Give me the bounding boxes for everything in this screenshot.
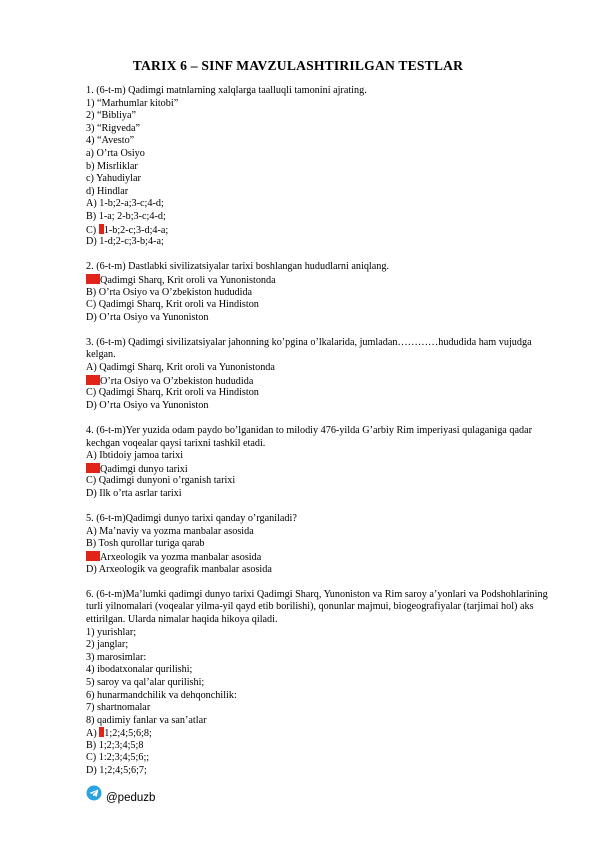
- option-text: Arxeologik va yozma manbalar asosida: [100, 551, 262, 563]
- page-title: TARIX 6 – SINF MAVZULASHTIRILGAN TESTLAR: [132, 58, 464, 73]
- question-2-text: 2. (6-t-m) Dastlabki sivilizatsiyalar tarixi boshlangan hududlarni aniqlang.: [86, 261, 390, 273]
- question-5-text: 5. (6-t-m)Qadimgi dunyo tarixi qanday o’rganiladi?: [86, 513, 297, 525]
- test-content: [86, 85, 556, 778]
- list-item: 2) janglar;: [86, 639, 129, 651]
- answer-option-b: B) Tosh qurollar turiga qarab: [86, 538, 205, 550]
- answer-option-d: D) O’rta Osiyo va Yunoniston: [86, 399, 209, 411]
- answer-option-d: D) O’rta Osiyo va Yunoniston: [86, 311, 209, 323]
- answer-highlight-mark: [86, 551, 100, 561]
- list-item: 2) “Bibliya”: [86, 110, 137, 122]
- answer-option-a: A) Ibtidoiy jamoa tarixi: [86, 450, 184, 462]
- list-item: 5) saroy va qal’alar qurilishi;: [86, 676, 205, 688]
- answer-option-b: B) 1-a; 2-b;3-c;4-d;: [86, 210, 166, 222]
- list-item: 4) ibodatxonalar qurilishi;: [86, 664, 193, 676]
- option-text: 1-b;2-c;3-d;4-a;: [103, 224, 169, 236]
- answer-option-a: A) 1-b;2-a;3-c;4-d;: [86, 198, 164, 210]
- option-text: O’rta Osiyo va O’zbekiston hududida: [100, 375, 254, 387]
- list-item: 3) marosimlar:: [86, 651, 147, 663]
- answer-highlight-mark: [86, 375, 100, 385]
- list-item: d) Hindlar: [86, 185, 129, 197]
- list-item: b) Misrliklar: [86, 160, 138, 172]
- answer-option-b: [86, 375, 556, 388]
- answer-option-b: B) O’rta Osiyo va O’zbekiston hududida: [86, 286, 253, 298]
- question-1-text: 1. (6-t-m) Qadimgi matnlarning xalqlarga taalluqli tamonini ajrating.: [86, 85, 367, 96]
- answer-option-d: D) Arxeologik va geografik manbalar asosida: [86, 563, 272, 575]
- option-prefix: A): [86, 728, 100, 740]
- list-item: 4) “Avesto”: [86, 135, 135, 147]
- answer-option-c: C) Qadimgi dunyoni o’rganish tarixi: [86, 475, 236, 487]
- list-item: 3) “Rigveda”: [86, 122, 141, 134]
- channel-handle: @peduzb: [106, 792, 156, 804]
- answer-option-d: D) Ilk o’rta asrlar tarixi: [86, 488, 182, 499]
- list-item: 6) hunarmandchilik va dehqonchilik:: [86, 689, 237, 701]
- list-item: 8) qadimiy fanlar va san’atlar: [86, 714, 207, 726]
- answer-option-a: [86, 727, 556, 740]
- answer-option-c: [86, 551, 556, 564]
- option-text: Qadimgi dunyo tarixi: [100, 463, 188, 475]
- answer-option-c: C) Qadimgi Sharq, Krit oroli va Hindiston: [86, 299, 259, 311]
- list-item: a) O’rta Osiyo: [86, 147, 145, 159]
- footer: [86, 782, 155, 804]
- option-prefix: C): [86, 224, 99, 236]
- telegram-icon: [86, 785, 102, 801]
- answer-option-c: C) 1:2;3;4;5;6;;: [86, 752, 150, 764]
- option-text: Qadimgi Sharq, Krit oroli va Yunonistonda: [100, 274, 276, 286]
- question-3-text: 3. (6-t-m) Qadimgi sivilizatsiyalar jahonning ko’pgina o’lkalarida, jumladan…………hududida ham vujudga kelgan.: [86, 336, 532, 361]
- answer-option-c: C) Qadimgi Sharq, Krit oroli va Hindiston: [86, 387, 259, 399]
- answer-highlight-mark: [86, 274, 100, 284]
- list-item: 7) shartnomalar: [86, 702, 151, 714]
- answer-highlight-mark: [86, 463, 100, 473]
- answer-option-b: B) 1;2;3;4;5;8: [86, 739, 144, 751]
- answer-option-a: A) Ma’naviy va yozma manbalar asosida: [86, 525, 254, 537]
- option-text: 1;2;4;5;6;8;: [104, 728, 152, 740]
- question-6-text: 6. (6-t-m)Ma’lumki qadimgi dunyo tarixi Qadimgi Sharq, Yunoniston va Rim saroy a’yonlari va Podshohlarining turli yilnomalari (voqealar yilma-yil qayd etib borilishi), qonunlar majmui, biogeografiyalar (tarjimai hol) aks ettirilgan. Ularda nimalar haqida hikoya qiladi.: [86, 588, 548, 625]
- list-item: 1) yurishlar;: [86, 626, 137, 638]
- list-item: c) Yahudiylar: [86, 173, 141, 185]
- answer-option-a: [86, 274, 556, 287]
- answer-option-d: D) 1;2;4;5;6;7;: [86, 765, 147, 777]
- answer-option-d: D) 1-d;2-c;3-b;4-a;: [86, 236, 164, 248]
- answer-option-a: A) Qadimgi Sharq, Krit oroli va Yunonistonda: [86, 362, 275, 374]
- question-4-text: 4. (6-t-m)Yer yuzida odam paydo bo’lganidan to milodiy 476-yilda G’arbiy Rim imperiyasi qulaganiga qadar kechgan voqealar qaysi tarixni tashkil etadi.: [86, 425, 532, 449]
- list-item: 1) “Marhumlar kitobi”: [86, 97, 179, 109]
- answer-option-b: [86, 463, 556, 476]
- answer-option-c: [86, 224, 556, 237]
